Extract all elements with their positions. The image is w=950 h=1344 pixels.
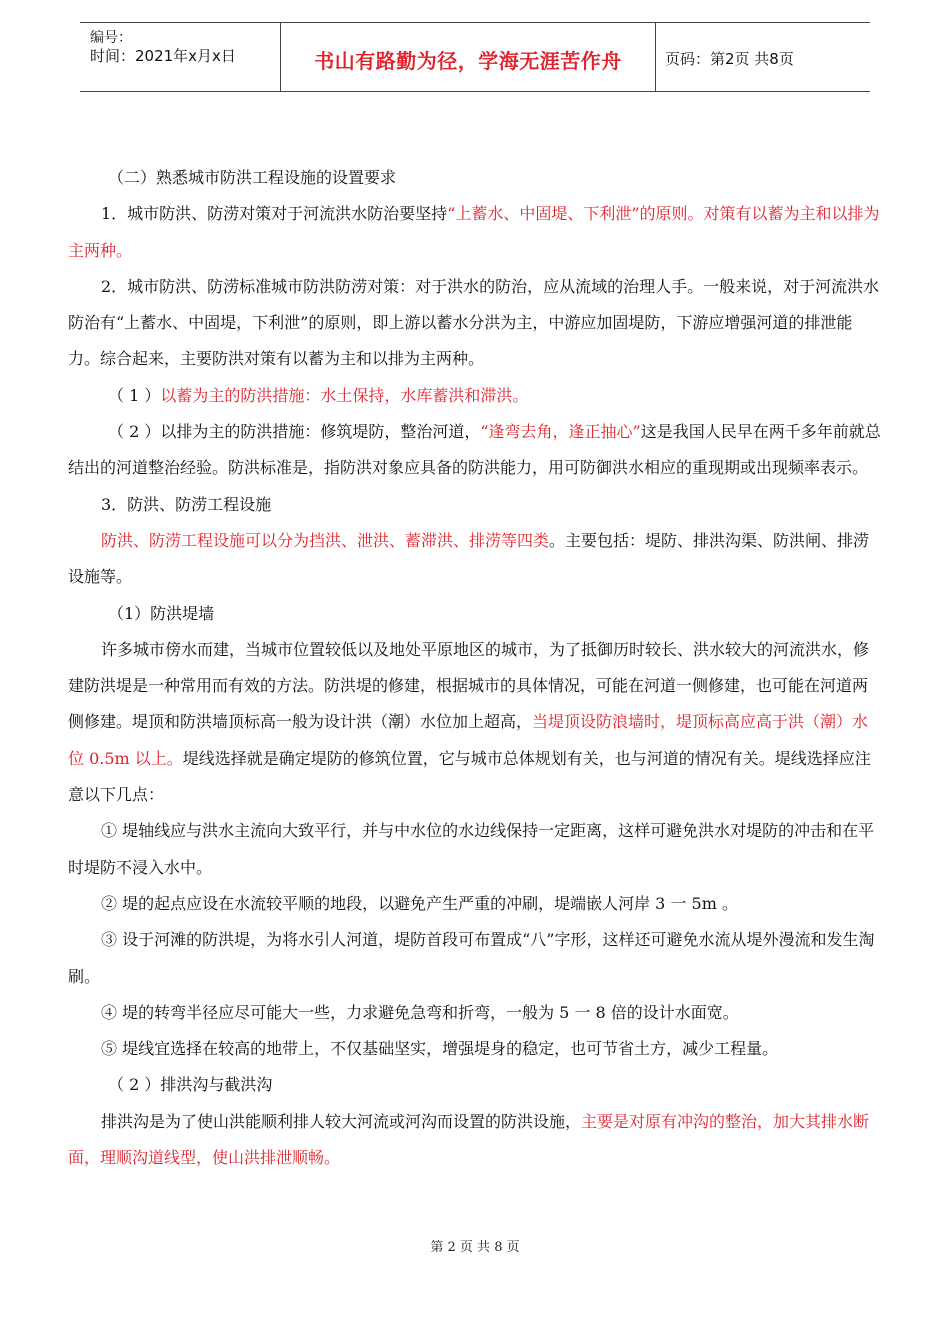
paragraph-4-highlight: “逢弯去角，逢正抽心”: [480, 422, 641, 442]
paragraph-8-highlight: 当堤顶设防浪墙时，堤顶标高应高于洪（潮）水位 0.5m 以上。: [68, 712, 869, 768]
paragraph-10-text: 排洪沟是为了使山洪能顺利排人较大河流或河沟而设置的防洪设施，: [101, 1111, 582, 1131]
paragraph-4-rest: 这是我国人民早在两千多年前就总结出的河道整治经验。防洪标准是，指防洪对象应具备的防洪能力，用可防御洪水相应的重现期或出现频率表示。: [68, 422, 881, 478]
page-code: 页码：第2页 共8页: [665, 50, 794, 68]
paragraph-5: 3．防洪、防涝工程设施: [101, 494, 272, 514]
paragraph-8-rest: 堤线选择就是确定堤防的修筑位置，它与城市总体规划有关，也与河道的情况有关。堤线选择应注意以下几点：: [68, 748, 871, 805]
header-left-cell: [80, 23, 280, 91]
paragraph-3-highlight: 以蓄为主的防洪措施：水土保持，水库蓄洪和滞洪。: [160, 385, 529, 405]
paragraph-1: [68, 196, 883, 269]
paragraph-8-text: 许多城市傍水而建，当城市位置较低以及地处平原地区的城市，为了抵御历时较长、洪水较大的河流洪水，修建防洪堤是一种常用而有效的方法。防洪堤的修建，根据城市的具体情况，可能在河道一侧修建，也可能在河道两侧修建。堤顶和防洪墙顶标高一般为设计洪（潮）水位加上超高，: [68, 639, 870, 732]
paragraph-4-text: （ 2 ）以排为主的防洪措施：修筑堤防，整治河道，: [108, 422, 481, 442]
paragraph-7: （1）防洪堤墙: [108, 603, 215, 623]
paragraph-6: [68, 523, 883, 596]
paragraph-2: 2．城市防洪、防涝标准城市防洪防涝对策：对于洪水的防治，应从流域的治理人手。一般来说，对于河流洪水防治有“上蓄水、中固堤，下利泄”的原则，即上游以蓄水分洪为主，中游应加固堤防，下游应增强河道的排泄能力。综合起来，主要防洪对策有以蓄为主和以排为主两种。: [68, 276, 880, 369]
paragraph-6-text: 。主要包括：堤防、排洪沟渠、防洪闸、排涝设施等。: [68, 530, 870, 587]
paragraph-9: （ 2 ）排洪沟与截洪沟: [108, 1075, 273, 1095]
list-item-4: ④ 堤的转弯半径应尽可能大一些，力求避免急弯和折弯，一般为 5 一 8 倍的设计水面宽。: [101, 1002, 739, 1022]
paragraph-3-number: （ 1 ）: [108, 385, 161, 405]
footer-page-number: 第 2 页 共 8 页: [430, 1240, 520, 1255]
paragraph-1-text: 1．城市防洪、防涝对策对于河流洪水防治要坚持: [101, 204, 448, 224]
document-body: [68, 160, 883, 1176]
list-item-3: ③ 设于河滩的防洪堤，为将水引人河道，堤防首段可布置成“八”字形，这样还可避免水流从堤外漫流和发生淘刷。: [68, 930, 875, 986]
paragraph-8: [68, 632, 883, 813]
list-item-2: ② 堤的起点应设在水流较平顺的地段，以避免产生严重的冲刷，堤端嵌人河岸 3 一 5m 。: [101, 893, 738, 913]
paragraph-1-highlight: “上蓄水、中固堤、下利泄”的原则。对策有以蓄为主和以排为主两种。: [68, 204, 880, 260]
header-table: [80, 22, 870, 92]
page-footer: [0, 1236, 950, 1255]
serial-number-label: 编号：: [90, 30, 132, 46]
motto: 书山有路勤为径，学海无涯苦作舟: [314, 49, 622, 73]
list-item-1: ① 堤轴线应与洪水主流向大致平行，并与中水位的水边线保持一定距离，这样可避免洪水对堤防的冲击和在平时堤防不浸入水中。: [68, 821, 875, 877]
date-label: 时间：2021年x月x日: [90, 47, 236, 65]
paragraph-10: [68, 1104, 883, 1177]
paragraph-6-highlight: 防洪、防涝工程设施可以分为挡洪、泄洪、蓄滞洪、排涝等四类: [101, 530, 550, 550]
paragraph-4: [68, 414, 883, 487]
header-center-cell: [280, 23, 656, 91]
header-right-cell: [655, 23, 870, 91]
paragraph-3: [68, 378, 883, 414]
paragraph-10-highlight: 主要是对原有冲沟的整治，加大其排水断面，理顺沟道线型，使山洪排泄顺畅。: [68, 1111, 870, 1168]
list-item-5: ⑤ 堤线宜选择在较高的地带上，不仅基础坚实，增强堤身的稳定，也可节省土方，减少工程量。: [101, 1039, 779, 1059]
section-title: （二）熟悉城市防洪工程设施的设置要求: [108, 168, 397, 187]
